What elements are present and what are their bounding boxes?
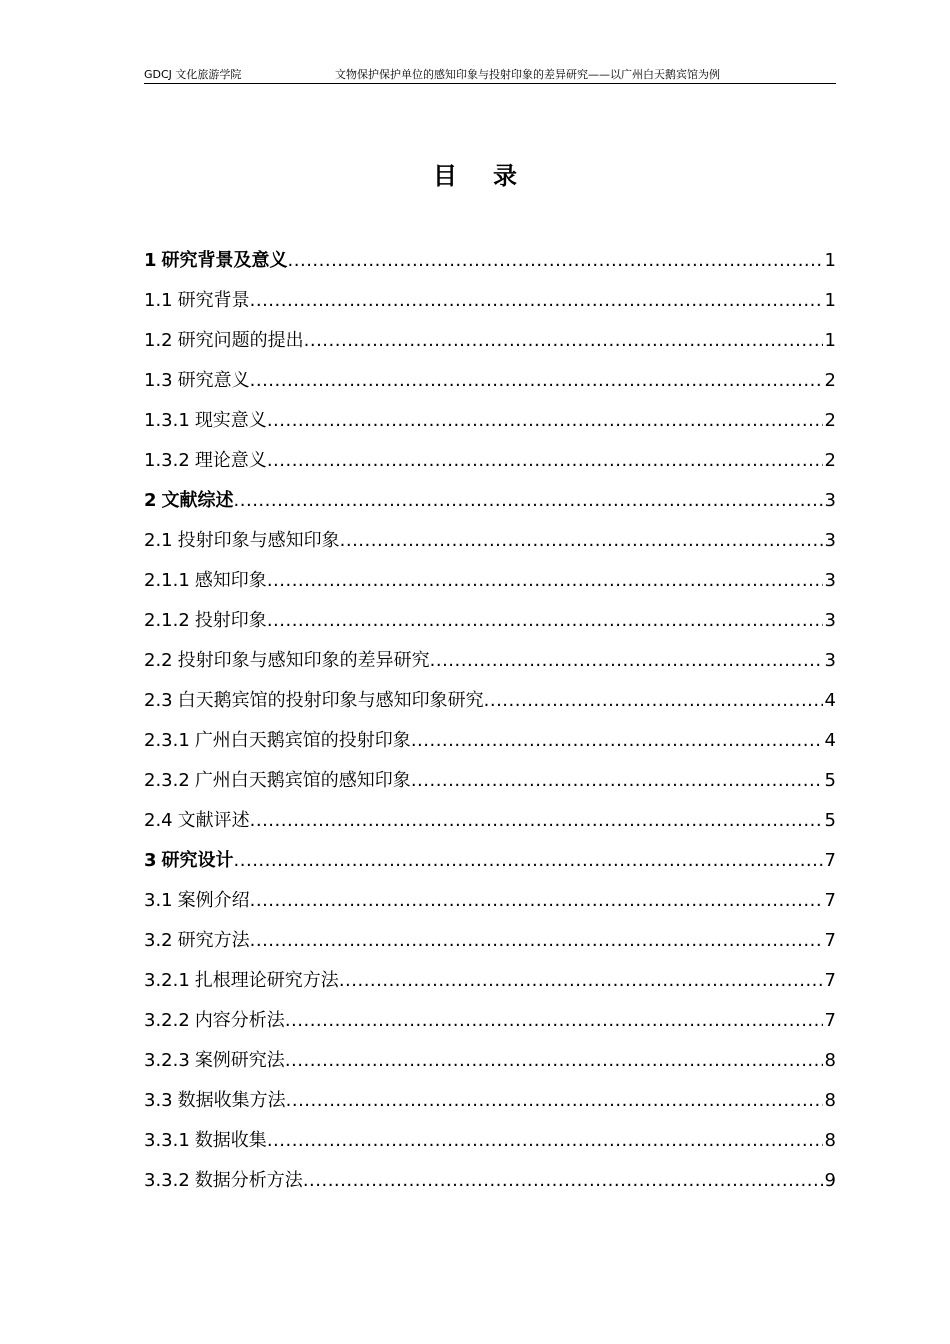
- toc-entry-title: 研究意义: [177, 370, 250, 391]
- toc-entry-number: 3.3.1: [144, 1130, 190, 1151]
- toc-entry-number: 3.3.2: [144, 1170, 190, 1191]
- toc-page-number: 7: [824, 970, 836, 991]
- toc-dot-leader: [304, 321, 823, 361]
- toc-entry[interactable]: [144, 561, 836, 601]
- toc-entry-number: 2.2: [144, 650, 173, 671]
- toc-entry[interactable]: [144, 1041, 836, 1081]
- toc-page-number: 7: [824, 930, 836, 951]
- table-of-contents: [144, 241, 836, 1201]
- toc-entry[interactable]: [144, 1001, 836, 1041]
- toc-entry-title: 研究背景及意义: [161, 250, 288, 271]
- toc-page-number: 8: [824, 1050, 836, 1071]
- toc-entry-number: 1.1: [144, 290, 173, 311]
- toc-entry-title: 研究方法: [177, 930, 250, 951]
- toc-page-number: 3: [824, 530, 836, 551]
- toc-entry[interactable]: [144, 521, 836, 561]
- toc-page-number: 5: [824, 810, 836, 831]
- toc-entry-label: [144, 281, 250, 321]
- toc-entry-title: 数据分析方法: [194, 1170, 303, 1191]
- toc-entry-title: 案例研究法: [194, 1050, 285, 1071]
- toc-entry-label: [144, 561, 267, 601]
- toc-entry-title: 广州白天鹅宾馆的投射印象: [194, 730, 411, 751]
- toc-dot-leader: [250, 921, 823, 961]
- toc-page-number: 3: [824, 610, 836, 631]
- toc-dot-leader: [303, 1161, 823, 1201]
- toc-entry[interactable]: [144, 721, 836, 761]
- toc-entry-number: 3.2: [144, 930, 173, 951]
- toc-dot-leader: [267, 441, 823, 481]
- toc-entry-label: [144, 521, 340, 561]
- toc-entry[interactable]: [144, 761, 836, 801]
- toc-entry-title: 白天鹅宾馆的投射印象与感知印象研究: [177, 690, 484, 711]
- toc-entry-title: 现实意义: [194, 410, 267, 431]
- toc-page-number: 8: [824, 1090, 836, 1111]
- toc-entry-title: 研究问题的提出: [177, 330, 304, 351]
- toc-entry[interactable]: [144, 321, 836, 361]
- toc-entry-number: 2.3.1: [144, 730, 190, 751]
- toc-entry-label: [144, 1121, 267, 1161]
- toc-dot-leader: [411, 761, 823, 801]
- toc-entry-title: 感知印象: [194, 570, 267, 591]
- toc-dot-leader: [267, 1121, 823, 1161]
- toc-entry-number: 1.3.1: [144, 410, 190, 431]
- toc-entry-label: [144, 361, 250, 401]
- toc-entry[interactable]: [144, 281, 836, 321]
- toc-entry-number: 2.3.2: [144, 770, 190, 791]
- toc-entry-title: 投射印象与感知印象的差异研究: [177, 650, 430, 671]
- toc-dot-leader: [267, 401, 823, 441]
- toc-entry[interactable]: [144, 881, 836, 921]
- toc-entry[interactable]: [144, 361, 836, 401]
- toc-entry-number: 3.2.1: [144, 970, 190, 991]
- toc-entry-number: 1.2: [144, 330, 173, 351]
- toc-entry-title: 投射印象: [194, 610, 267, 631]
- toc-entry-title: 内容分析法: [194, 1010, 285, 1031]
- toc-entry-label: [144, 1001, 285, 1041]
- toc-dot-leader: [285, 1041, 823, 1081]
- toc-entry[interactable]: [144, 921, 836, 961]
- toc-entry-title: 文献综述: [161, 490, 234, 511]
- toc-page-number: 3: [824, 650, 836, 671]
- toc-entry[interactable]: [144, 1081, 836, 1121]
- toc-entry-label: [144, 441, 267, 481]
- toc-dot-leader: [234, 841, 823, 881]
- toc-page-number: 8: [824, 1130, 836, 1151]
- toc-entry[interactable]: [144, 1161, 836, 1201]
- toc-entry[interactable]: [144, 641, 836, 681]
- toc-page-number: 1: [824, 330, 836, 351]
- toc-page-number: 3: [824, 570, 836, 591]
- toc-entry-label: [144, 1161, 303, 1201]
- toc-page-number: 7: [824, 1010, 836, 1031]
- toc-entry-title: 文献评述: [177, 810, 250, 831]
- toc-entry-label: [144, 841, 234, 881]
- toc-entry-number: 2.1: [144, 530, 173, 551]
- toc-entry-label: [144, 321, 304, 361]
- toc-entry[interactable]: [144, 481, 836, 521]
- toc-entry-title: 投射印象与感知印象: [177, 530, 340, 551]
- toc-dot-leader: [250, 361, 823, 401]
- toc-title: 目录: [433, 162, 553, 190]
- toc-dot-leader: [267, 601, 823, 641]
- toc-entry-title: 研究设计: [161, 850, 234, 871]
- toc-dot-leader: [285, 1001, 823, 1041]
- toc-entry-number: 3.1: [144, 890, 173, 911]
- toc-entry-title: 理论意义: [194, 450, 267, 471]
- toc-entry-label: [144, 761, 411, 801]
- toc-page-number: 1: [824, 290, 836, 311]
- toc-page-number: 2: [824, 370, 836, 391]
- toc-entry[interactable]: [144, 441, 836, 481]
- toc-entry-label: [144, 401, 267, 441]
- toc-page-number: 7: [824, 890, 836, 911]
- header-institution: GDCJ 文化旅游学院: [144, 68, 242, 81]
- toc-entry[interactable]: [144, 601, 836, 641]
- toc-entry-label: [144, 881, 250, 921]
- toc-dot-leader: [411, 721, 823, 761]
- toc-entry-number: 2.4: [144, 810, 173, 831]
- toc-entry-number: 3.3: [144, 1090, 173, 1111]
- toc-entry-label: [144, 921, 250, 961]
- toc-dot-leader: [250, 881, 823, 921]
- toc-entry-number: 1.3: [144, 370, 173, 391]
- toc-dot-leader: [288, 241, 823, 281]
- toc-entry-number: 2: [144, 490, 157, 511]
- toc-entry[interactable]: [144, 401, 836, 441]
- toc-entry-label: [144, 721, 411, 761]
- toc-entry-number: 3.2.2: [144, 1010, 190, 1031]
- toc-page-number: 3: [824, 490, 836, 511]
- toc-dot-leader: [286, 1081, 823, 1121]
- toc-entry-label: [144, 801, 250, 841]
- toc-entry-number: 1.3.2: [144, 450, 190, 471]
- toc-dot-leader: [267, 561, 823, 601]
- toc-page-number: 7: [824, 850, 836, 871]
- toc-page-number: 2: [824, 450, 836, 471]
- page-header: [144, 66, 836, 84]
- toc-page-number: 9: [824, 1170, 836, 1191]
- toc-entry[interactable]: [144, 241, 836, 281]
- toc-entry-title: 研究背景: [177, 290, 250, 311]
- toc-entry-label: [144, 681, 484, 721]
- toc-entry-label: [144, 1041, 285, 1081]
- toc-entry-title: 广州白天鹅宾馆的感知印象: [194, 770, 411, 791]
- toc-dot-leader: [339, 961, 823, 1001]
- toc-entry-number: 1: [144, 250, 157, 271]
- toc-entry-title: 案例介绍: [177, 890, 250, 911]
- toc-entry[interactable]: [144, 801, 836, 841]
- toc-entry-title: 数据收集: [194, 1130, 267, 1151]
- toc-entry-number: 3.2.3: [144, 1050, 190, 1071]
- toc-entry-label: [144, 1081, 286, 1121]
- toc-page-number: 4: [824, 690, 836, 711]
- toc-dot-leader: [250, 281, 823, 321]
- toc-entry-number: 3: [144, 850, 157, 871]
- toc-entry[interactable]: [144, 841, 836, 881]
- toc-dot-leader: [484, 681, 823, 721]
- toc-page-number: 2: [824, 410, 836, 431]
- toc-entry[interactable]: [144, 1121, 836, 1161]
- toc-entry-label: [144, 641, 430, 681]
- toc-entry[interactable]: [144, 961, 836, 1001]
- toc-dot-leader: [234, 481, 823, 521]
- toc-entry[interactable]: [144, 681, 836, 721]
- toc-dot-leader: [340, 521, 823, 561]
- toc-dot-leader: [430, 641, 823, 681]
- toc-entry-number: 2.1.2: [144, 610, 190, 631]
- toc-dot-leader: [250, 801, 823, 841]
- header-thesis-title: 文物保护保护单位的感知印象与投射印象的差异研究——以广州白天鹅宾馆为例: [335, 68, 720, 81]
- toc-entry-number: 2.1.1: [144, 570, 190, 591]
- toc-entry-label: [144, 481, 234, 521]
- toc-entry-title: 数据收集方法: [177, 1090, 286, 1111]
- toc-entry-label: [144, 961, 339, 1001]
- toc-page-number: 4: [824, 730, 836, 751]
- toc-entry-label: [144, 241, 288, 281]
- toc-page-number: 5: [824, 770, 836, 791]
- toc-page-number: 1: [824, 250, 836, 271]
- toc-entry-label: [144, 601, 267, 641]
- toc-entry-number: 2.3: [144, 690, 173, 711]
- toc-entry-title: 扎根理论研究方法: [194, 970, 339, 991]
